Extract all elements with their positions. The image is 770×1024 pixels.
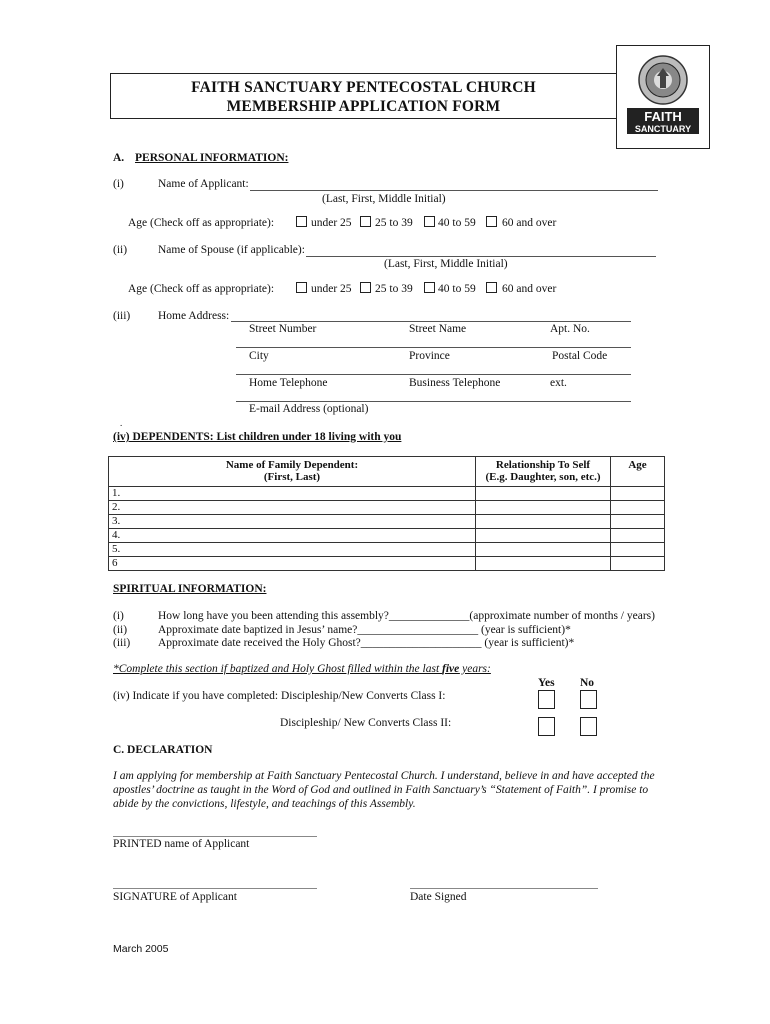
applicant-age-40to59-checkbox[interactable] [424,216,435,227]
printed-name-label: PRINTED name of Applicant [113,838,250,850]
spouse-age-25to39-checkbox[interactable] [360,282,371,293]
age-option-label: 25 to 39 [375,217,413,229]
printed-name-field[interactable] [113,836,317,837]
item-i-number: (i) [113,178,124,190]
section-a-heading: PERSONAL INFORMATION: [135,152,289,164]
applicant-age-60over-checkbox[interactable] [486,216,497,227]
applicant-age-label: Age (Check off as appropriate): [128,217,275,229]
col-header-name: Name of Family Dependent: (First, Last) [109,457,476,487]
spouse-age-label: Age (Check off as appropriate): [128,283,275,295]
q1-number: (i) [113,610,124,622]
table-header-row [109,457,665,487]
class2-no-checkbox[interactable] [580,717,597,736]
class2-yes-checkbox[interactable] [538,717,555,736]
footer-date: March 2005 [113,943,169,955]
applicant-name-hint: (Last, First, Middle Initial) [322,193,446,205]
signature-field[interactable] [113,888,317,889]
apt-no-label: Apt. No. [550,323,590,335]
q3-number: (iii) [113,637,131,649]
class1-no-checkbox[interactable] [580,690,597,709]
declaration-text-line3: abide by the convictions, lifestyle, and teachings of this Assembly. [113,798,416,810]
age-option-label: 40 to 59 [438,217,476,229]
table-row[interactable]: 5. [109,543,665,557]
q3-holy-ghost-date[interactable]: Approximate date received the Holy Ghost?_____________________ (year is sufficient)* [158,637,575,649]
declaration-text-line2: apostles’ doctrine as taught in the Word of God and outlined in Faith Sanctuary’s “Statement of Faith”. I promise to [113,784,649,796]
applicant-age-25to39-checkbox[interactable] [360,216,371,227]
age-option-label: 60 and over [502,283,557,295]
age-option-label: under 25 [311,217,352,229]
yes-column-label: Yes [538,677,555,689]
form-title-line2: MEMBERSHIP APPLICATION FORM [226,98,501,115]
email-field[interactable] [236,401,631,402]
q2-baptism-date[interactable]: Approximate date baptized in Jesus’ name?_____________________ (year is sufficient)* [158,624,571,636]
declaration-text-line1: I am applying for membership at Faith Sanctuary Pentecostal Church. I understand, believe in and have accepted the [113,770,655,782]
street-number-label: Street Number [249,323,317,335]
applicant-name-label: Name of Applicant: [158,178,249,190]
q2-number: (ii) [113,624,128,636]
ext-label: ext. [550,377,567,389]
applicant-age-under25-checkbox[interactable] [296,216,307,227]
email-label: E-mail Address (optional) [249,403,369,415]
age-option-label: under 25 [311,283,352,295]
item-ii-number: (ii) [113,244,128,256]
table-row[interactable]: 1. [109,487,665,501]
church-logo-icon [617,46,709,148]
age-option-label: 60 and over [502,217,557,229]
business-telephone-label: Business Telephone [409,377,501,389]
street-name-label: Street Name [409,323,467,335]
logo [616,45,710,149]
class1-label: (iv) Indicate if you have completed: Discipleship/New Converts Class I: [113,690,446,702]
stray-dot: . [120,418,123,428]
section-a-letter: A. [113,152,125,164]
home-telephone-label: Home Telephone [249,377,328,389]
table-row[interactable]: 3. [109,515,665,529]
spouse-age-40to59-checkbox[interactable] [424,282,435,293]
spouse-age-under25-checkbox[interactable] [296,282,307,293]
spouse-name-label: Name of Spouse (if applicable): [158,244,305,256]
no-column-label: No [580,677,595,689]
form-title-line1: FAITH SANCTUARY PENTECOSTAL CHURCH [191,79,536,96]
spouse-age-60over-checkbox[interactable] [486,282,497,293]
class2-label: Discipleship/ New Converts Class II: [280,717,452,729]
spiritual-heading: SPIRITUAL INFORMATION: [113,583,267,595]
item-iii-number: (iii) [113,310,131,322]
table-row[interactable]: 2. [109,501,665,515]
date-signed-label: Date Signed [410,891,467,903]
postal-code-label: Postal Code [552,350,608,362]
applicant-name-field[interactable] [250,190,658,191]
declaration-heading: C. DECLARATION [113,744,213,756]
home-address-label: Home Address: [158,310,230,322]
table-row[interactable]: 4. [109,529,665,543]
class1-yes-checkbox[interactable] [538,690,555,709]
province-label: Province [409,350,450,362]
svg-text:FAITH: FAITH [644,109,682,124]
spouse-name-field[interactable] [306,256,656,257]
city-label: City [249,350,269,362]
dependents-table [108,456,665,571]
completion-note: *Complete this section if baptized and Holy Ghost filled within the last five years: [113,663,491,675]
col-header-age: Age [611,457,665,487]
address-line-1-field[interactable] [231,321,631,322]
q1-attendance[interactable]: How long have you been attending this assembly?______________(approximate number of months / years) [158,610,655,622]
col-header-relationship: Relationship To Self (E.g. Daughter, son, etc.) [476,457,611,487]
phone-field[interactable] [236,374,631,375]
svg-text:SANCTUARY: SANCTUARY [634,124,692,134]
date-signed-field[interactable] [410,888,598,889]
address-line-2-field[interactable] [236,347,631,348]
title-box [110,73,617,119]
age-option-label: 25 to 39 [375,283,413,295]
dependents-heading: (iv) DEPENDENTS: List children under 18 living with you [113,431,402,443]
signature-label: SIGNATURE of Applicant [113,891,237,903]
spouse-name-hint: (Last, First, Middle Initial) [384,258,508,270]
table-row[interactable]: 6 [109,557,665,571]
age-option-label: 40 to 59 [438,283,476,295]
